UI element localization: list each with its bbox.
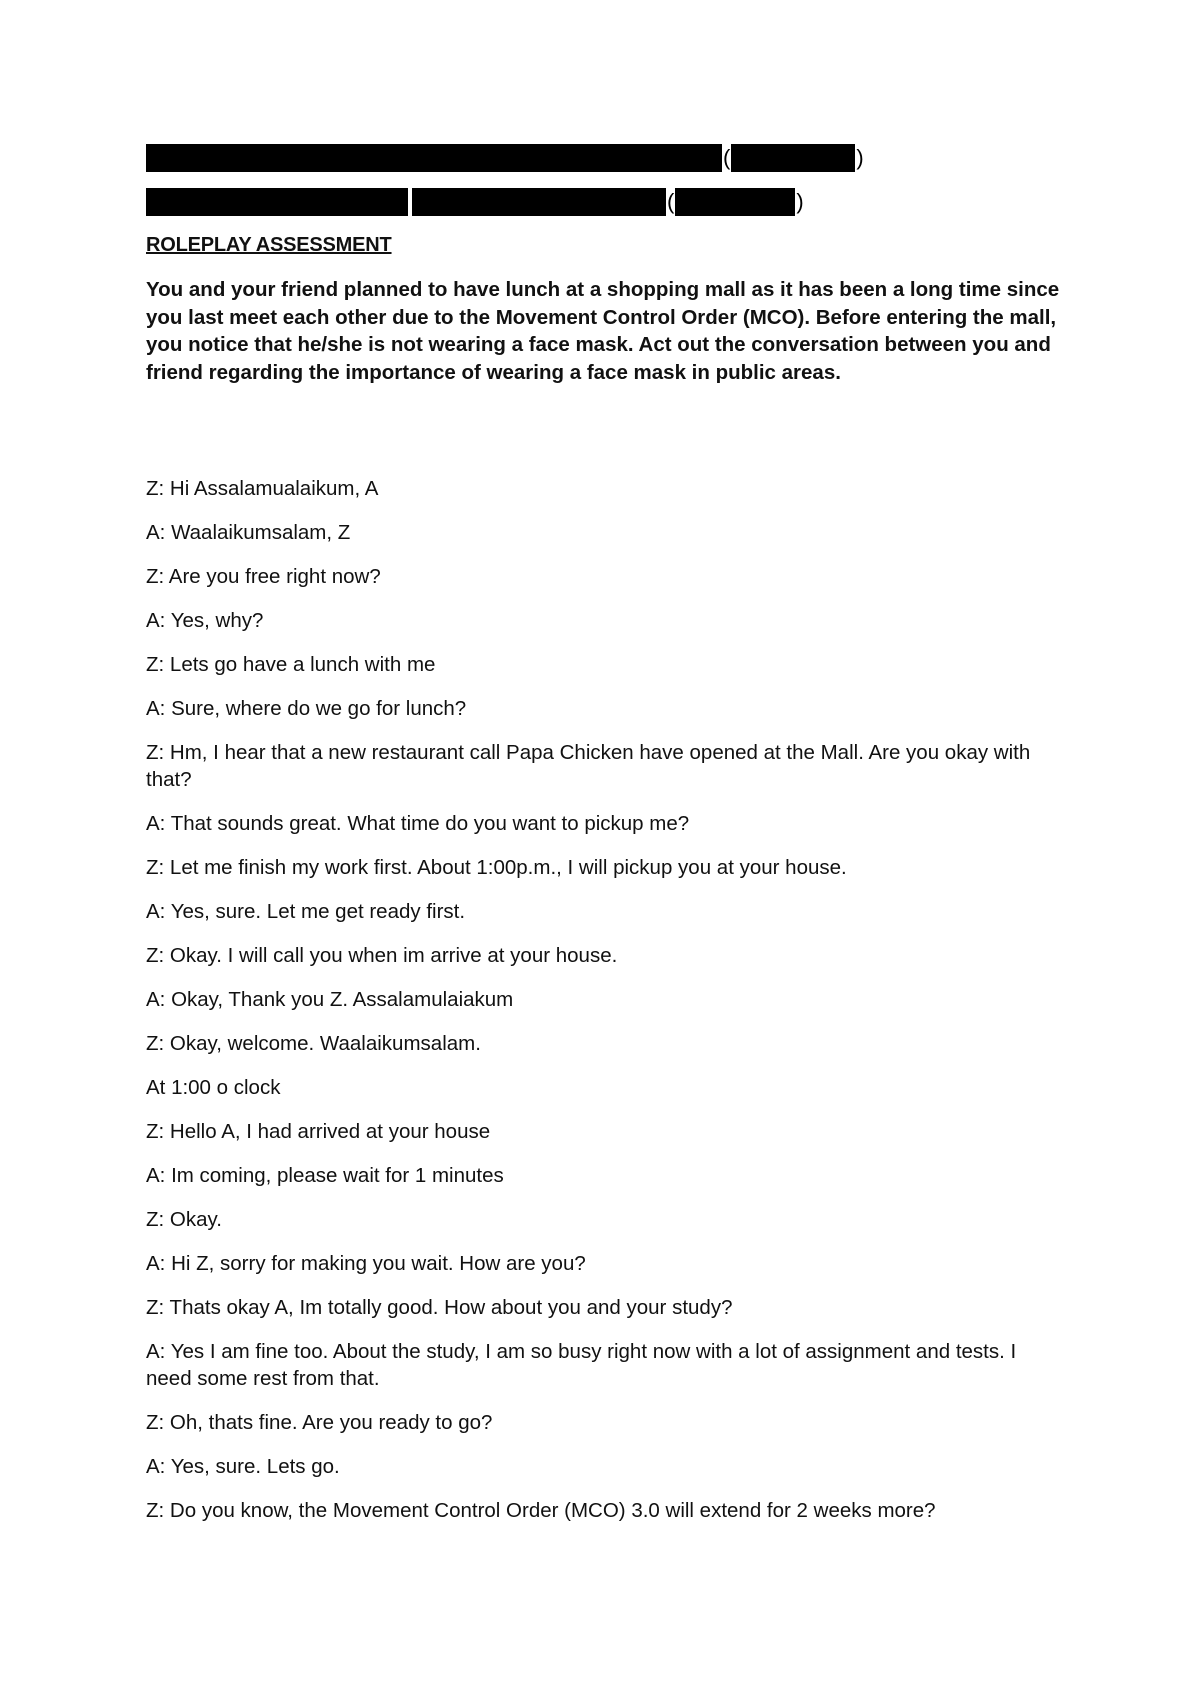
redaction-bar: [146, 188, 408, 216]
close-paren: ): [856, 145, 864, 170]
dialogue-line: Z: Lets go have a lunch with me: [146, 653, 436, 676]
dialogue-line: Z: Okay.: [146, 1208, 222, 1231]
dialogue-line: Z: Are you free right now?: [146, 565, 381, 588]
dialogue-line: Z: Okay, welcome. Waalaikumsalam.: [146, 1032, 481, 1055]
dialogue-line: A: Yes I am fine too. About the study, I am so busy right now with a lot of assignment and tests. I need some rest from that.: [146, 1340, 1017, 1390]
dialogue-line: Z: Let me finish my work first. About 1:00p.m., I will pickup you at your house.: [146, 856, 847, 879]
redaction-bar: [146, 144, 722, 172]
dialogue-line: Z: Thats okay A, Im totally good. How about you and your study?: [146, 1296, 733, 1319]
redaction-bar: [731, 144, 855, 172]
redacted-name-line-2: [146, 188, 805, 216]
redacted-name-line-1: [146, 144, 865, 172]
page-title: ROLEPLAY ASSESSMENT: [146, 234, 392, 256]
open-paren: (: [667, 189, 675, 214]
dialogue-line: Z: Okay. I will call you when im arrive at your house.: [146, 944, 618, 967]
dialogue-line: A: Sure, where do we go for lunch?: [146, 697, 467, 720]
dialogue-line: Z: Oh, thats fine. Are you ready to go?: [146, 1411, 493, 1434]
dialogue-list: [146, 475, 1046, 1541]
dialogue-line: Z: Hm, I hear that a new restaurant call Papa Chicken have opened at the Mall. Are you okay with that?: [146, 741, 1031, 791]
dialogue-line: A: Im coming, please wait for 1 minutes: [146, 1164, 504, 1187]
scene-note: At 1:00 o clock: [146, 1076, 281, 1099]
task-description: You and your friend planned to have lunch at a shopping mall as it has been a long time since you last meet each other due to the Movement Control Order (MCO). Before entering the mall, you notice that he/she is not wearing a face mask. Act out the conversation between you and friend regarding the importance of wearing a face mask in public areas.: [146, 278, 1060, 384]
dialogue-line: A: Yes, sure. Let me get ready first.: [146, 900, 466, 923]
dialogue-line: A: Hi Z, sorry for making you wait. How are you?: [146, 1252, 586, 1275]
dialogue-line: Z: Hello A, I had arrived at your house: [146, 1120, 491, 1143]
dialogue-line: A: Yes, sure. Lets go.: [146, 1455, 340, 1478]
dialogue-line: Z: Do you know, the Movement Control Order (MCO) 3.0 will extend for 2 weeks more?: [146, 1499, 936, 1522]
close-paren: ): [796, 189, 804, 214]
redaction-bar: [412, 188, 666, 216]
dialogue-line: A: That sounds great. What time do you want to pickup me?: [146, 812, 690, 835]
redaction-bar: [675, 188, 795, 216]
dialogue-line: A: Okay, Thank you Z. Assalamulaiakum: [146, 988, 514, 1011]
dialogue-line: Z: Hi Assalamualaikum, A: [146, 477, 379, 500]
dialogue-line: A: Waalaikumsalam, Z: [146, 521, 351, 544]
dialogue-line: A: Yes, why?: [146, 609, 264, 632]
open-paren: (: [723, 145, 731, 170]
